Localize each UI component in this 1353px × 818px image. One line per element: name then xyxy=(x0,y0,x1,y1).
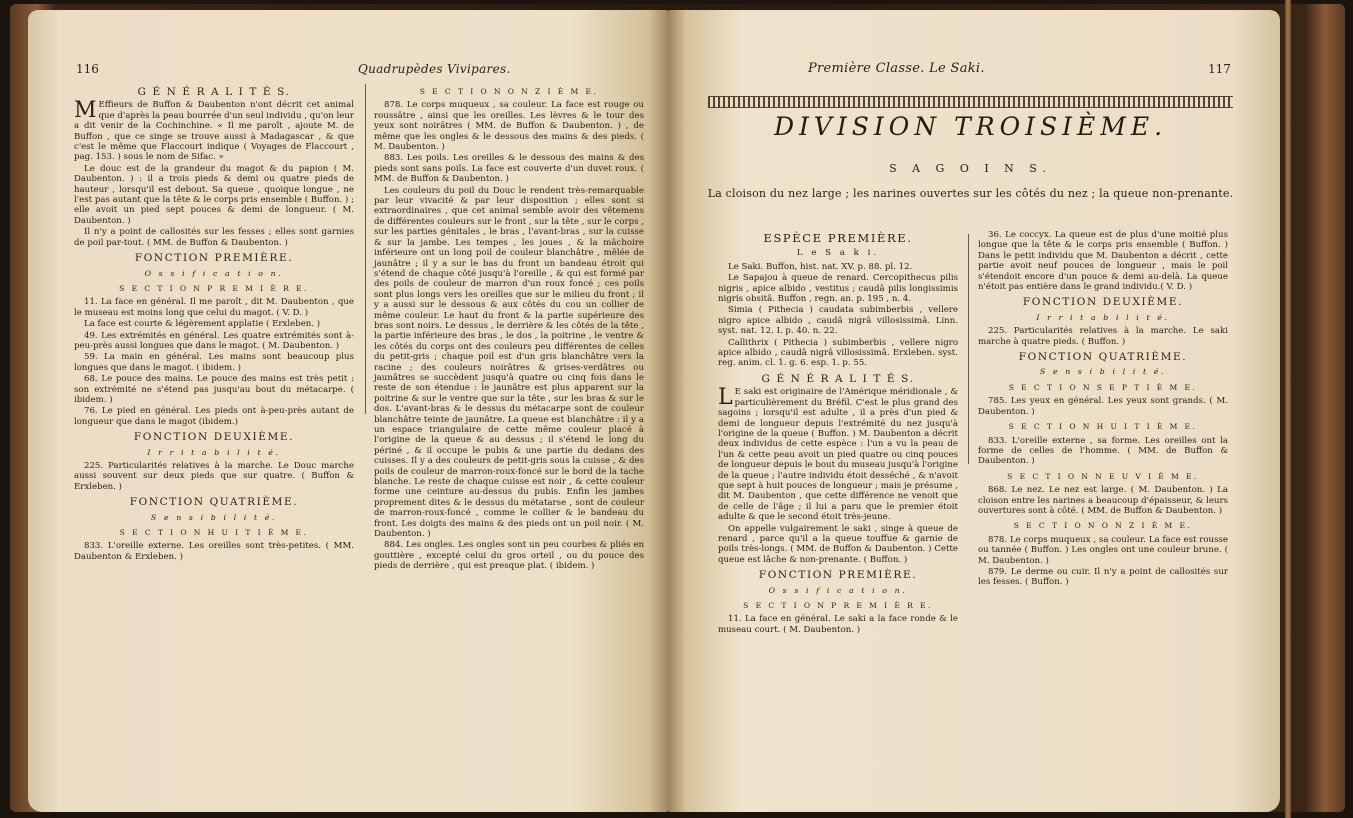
paragraph: 884. Les ongles. Les ongles sont un peu courbes & pliés en gouttière , excepté celui du gros orteil , ou du pouce des pieds de derrière , qui est presque plat. ( ibidem. ) xyxy=(374,540,644,572)
paragraph: 868. Le nez. Le nez est large. ( M. Daubenton. ) La cloison entre les narines a beaucoup d'épaisseur, & leurs ouvertures sont à côté. ( MM. de Buffon & Daubenton. ) xyxy=(978,485,1228,516)
species-heading: L e S a k i. xyxy=(796,248,880,259)
subheading: O s s i f i c a t i o n. xyxy=(144,268,284,278)
espece-heading: ESPÈCE PREMIÈRE. xyxy=(763,231,913,245)
paragraph: 59. La main en général. Les mains sont beaucoup plus longues que dans le magot. ( ibidem. ) xyxy=(74,352,354,373)
paragraph: 879. Le derme ou cuir. Il n'y a point de callosités sur les fesses. ( Buffon. ) xyxy=(978,566,1228,588)
paragraph: E saki est originaire de l'Amérique méridionale , & particulièrement du Bréfil. C'est le plus grand des sagoins ; lorsqu'il est adulte , il a près d'un pied & demi de longueur depuis l'extrémité du nez jusqu'à l'origine de la queue ( Buffon. ) M. Daubenton a décrit deux individus de cette espèce : l'un a vu la peau de l'un & cette peau avoit un pied quatre ou cinq pouces de longueur depuis le bout du museau jusqu'à l'origine de la queue ; l'autre individu étoit desséché , & n'avoit que sept à huit pouces de longueur ; mais je présume , dit M. Daubenton , que cette différence ne venoit que de celle de l'âge ; il lui a paru que le premier étoit adulte & que le second étoit très-jeune. xyxy=(718,387,958,523)
subheading: S e n s i b i l i t é. xyxy=(150,512,278,522)
paragraph: 833. L'oreille externe , sa forme. Les oreilles ont la forme de celles de l'homme. ( MM. de Buffon & Daubenton. ) xyxy=(978,435,1228,467)
paragraph: On appelle vulgairement le saki , singe à queue de renard , parce qu'il a la queue touffue & garnie de poils très-longs. ( MM. de Buffon & Daubenton. ) Cette queue est lâche & non-prenante. ( Buffon. ) xyxy=(718,523,958,565)
section-heading: S E C T I O N P R E M I È R E. xyxy=(119,283,309,293)
group-title: S A G O I N S. xyxy=(889,162,1052,175)
right-page xyxy=(668,10,1280,812)
paragraph: La face est courte & légèrement applatie ( Erxleben. ) xyxy=(84,319,321,330)
fonction-heading: FONCTION QUATRIÈME. xyxy=(129,496,299,509)
paragraph: Le Saki. Buffon, hist. nat. XV. p. 88. pl. 12. xyxy=(728,261,913,272)
section-heading: S E C T I O N O N Z I È M E. xyxy=(1013,521,1193,531)
section-heading: S E C T I O N H U I T I È M E. xyxy=(119,528,309,538)
paragraph: 11. La face en général. Il me paroît , dit M. Daubenton , que le museau est moins long que celui du magot. ( V. D. ) xyxy=(74,297,354,318)
fonction-heading: FONCTION DEUXIÈME. xyxy=(133,431,295,444)
division-subtitle: La cloison du nez large ; les narines ouvertes sur les côtés du nez ; la queue non-prenante. xyxy=(707,187,1234,200)
paragraph: 785. Les yeux en général. Les yeux sont grands. ( M. Daubenton. ) xyxy=(978,396,1228,417)
fonction-heading: FONCTION DEUXIÈME. xyxy=(1022,296,1184,309)
section-heading: S E C T I O N S E P T I È M E. xyxy=(1008,382,1198,392)
paragraph: Effieurs de Buffon & Daubenton n'ont décrit cet animal que d'après la peau bourrée d'un seul individu , qu'on leur a dit venir de la Cochinchine. « Il me paroît , ajoute M. de Buffon , que ce singe se trouve aussi à Madagascar , & que c'est le même que Flaccourt indique ( Voyages de Flaccourt , pag. 153. ) sous le nom de Sifac. » xyxy=(74,100,354,163)
paragraph: 49. Les extrémités en général. Les quatre extrémités sont à-peu-près aussi longues que dans le magot. ( M. Daubenton. ) xyxy=(74,330,354,351)
paragraph: Le Sapajou à queue de renard. Cercopithecus pilis nigris , apice albido , vestitus ; caudâ pilis longissimis nigris obsitâ. Buffon , regn. an. p. 195 , n. 4. xyxy=(718,273,958,305)
page-number: 117 xyxy=(1208,62,1231,76)
section-heading: G É N É R A L I T É S. xyxy=(137,86,291,98)
paragraph: 36. Le coccyx. La queue est de plus d'une moitié plus longue que la tête & le corps pris ensemble ( Buffon. ) Dans le petit individu que M. Daubenton a décrit , cette partie avoit neuf pouces de longueur , mais le poil s'étendoit encore d'un pouce & demi au-delà. La queue n'étoit pas entière dans le grand individu.( V. D. ) xyxy=(978,230,1228,293)
drop-cap: L xyxy=(718,385,733,411)
section-heading: G É N É R A L I T É S. xyxy=(761,372,915,385)
paragraph: 878. Le corps muqueux , sa couleur. La face est rouge ou roussâtre , ainsi que les oreilles. Les lèvres & le tour des yeux sont noirâtres ( MM. de Buffon & Daubenton. ) , de même que les ongles & le dessous des mains & des pieds. ( M. Daubenton. ) xyxy=(374,100,644,153)
page-number: 116 xyxy=(76,62,99,76)
paragraph: 68. Le pouce des mains. Le pouce des mains est très petit : son extrémité ne s'étend pas jusqu'au bout du métacarpe. ( ibidem. ) xyxy=(74,374,354,405)
running-head: Première Classe. Le Saki. xyxy=(808,61,985,76)
section-heading: S E C T I O N N E U V I È M E. xyxy=(1007,471,1199,481)
fonction-heading: FONCTION QUATRIÈME. xyxy=(1018,351,1188,364)
paragraph: 225. Particularités relatives à la marche. Le saki marche à quatre pieds. ( Buffon. ) xyxy=(978,326,1228,347)
paragraph: 833. L'oreille externe. Les oreilles sont très-petites. ( MM. Daubenton & Erxleben. ) xyxy=(74,541,354,562)
section-heading: S E C T I O N P R E M I È R E. xyxy=(743,601,933,610)
subheading: I r r i t a b i l i t é. xyxy=(1036,312,1170,322)
paragraph: Il n'y a point de callosités sur les fesses ; elles sont garnies de poil par-tout. ( MM. de Buffon & Daubenton. ) xyxy=(74,227,354,248)
paragraph: 883. Les poils. Les oreilles & le dessous des mains & des pieds sont sans poils. La face est couverte d'un duvet roux. ( MM. de Buffon & Daubenton. ) xyxy=(374,153,644,185)
paragraph: 225. Particularités relatives à la marche. Le Douc marche aussi souvent sur deux pieds que sur quatre. ( Buffon & Erxleben. ) xyxy=(74,461,354,492)
section-heading: S E C T I O N O N Z I È M E. xyxy=(419,87,599,96)
drop-cap: M xyxy=(74,98,97,124)
right-column-1 xyxy=(718,228,958,636)
running-head: Quadrupèdes Vivipares. xyxy=(358,62,511,76)
subheading: S e n s i b i l i t é. xyxy=(1039,367,1167,377)
subheading: I r r i t a b i l i t é. xyxy=(147,447,281,457)
right-column-2 xyxy=(978,230,1228,589)
book-edge xyxy=(1285,0,1291,818)
paragraph: 76. Le pied en général. Les pieds ont à-peu-près autant de longueur que dans le magot (ibidem.) xyxy=(74,406,354,427)
paragraph: Les couleurs du poil du Douc le rendent très-remarquable par leur vivacité & par leur disposition ; elles sont si extraordinaires , que cet animal semble avoir des vêtemens de différentes couleurs sur le front , sur la tête , sur le corps , sur les parties génitales , le bras , l'avant-bras , sur la cuisse & sur la jambe. Les tempes , les joues , & la mâchoire inférieure ont un long poil de couleur blanchâtre , mêlée de jaunâtre ; il y a sur le bas du front un bandeau étroit qui s'étend de chaque côté jusqu'à l'oreille , & qui est formé par des poils de couleur de marron d'un roux foncé ; ces poils sont plus longs vers les oreilles que sur le milieu du front ; il y a aussi sur le dessous & aux côtés du cou un collier de même couleur. Le haut du front & la partie supérieure des bras sont noirs. Le dessus , le derrière & les côtés de la tête , la partie inférieure des bras , le dos , la poitrine , le ventre & les côtés du corps ont des couleurs peu différentes de celles du petit-gris ; chaque poil est d'un gris blanchâtre vers la racine ; des couleurs noirâtres & grises-verdâtres ou jaunâtres se succèdent jusqu'à quatre ou cinq fois dans le reste de son étendue : le jaunâtre est plus apparent sur la poitrine & sur le ventre que sur la tête , sur les bras & sur le dos. L'avant-bras & le dessus du métacarpe sont de couleur blanchâtre teinte de jaunâtre. La queue est blanchâtre : il y a un espace triangulaire de cette même couleur placé à l'origine de la queue & au dessus ; il s'étend le long du périné , & il occupe le pubis & une partie du dedans des cuisses. Il y a des couleurs de petit-gris sous la cuisse , & des poils de couleur de marron-roux-foncé sur le bord de la tache blanche. Le reste de chaque cuisse est noir , & cette couleur forme une ceinture au-dessus du pubis. Enfin les jambes proprement dites & le dessus du métatarse , sont de couleur de marron-roux-foncé , comme le collier & le bandeau du front. Les doigts des mains & des pieds ont un poil noir. ( M. Daubenton. ) xyxy=(374,185,644,540)
paragraph: 11. La face en général. Le saki a la face ronde & le museau court. ( M. Daubenton. ) xyxy=(718,614,958,635)
column-rule xyxy=(968,234,969,464)
paragraph: 878. Le corps muqueux , sa couleur. La face est rousse ou tannée ( Buffon. ) Les ongles ont une couleur brune. ( M. Daubenton. ) xyxy=(978,534,1228,566)
paragraph: Le douc est de la grandeur du magot & du papion ( M. Daubenton. ) : il a trois pieds & demi ou quatre pieds de hauteur , lorsqu'il est debout. Sa queue , quoique longue , ne l'est pas autant que la tête & le corps pris ensemble ( Buffon. ) ; elle avoit un pied sept pouces & demi de longueur. ( M. Daubenton. ) xyxy=(74,163,354,226)
left-page xyxy=(28,10,668,812)
column-rule xyxy=(365,84,366,414)
ornament-band xyxy=(708,96,1233,108)
section-heading: S E C T I O N H U I T I È M E. xyxy=(1008,422,1198,432)
paragraph: Callithrix ( Pithecia ) subimberbis , vellere nigro apice albido , caudâ nigrâ villosissimâ. Erxleben. syst. reg. anim. cl. 1. g. 6. esp. 1. p. 55. xyxy=(718,337,958,369)
subheading: O s s i f i c a t i o n. xyxy=(768,585,908,595)
division-title: DIVISION TROISIÈME. xyxy=(773,112,1168,141)
paragraph: Simia ( Pithecia ) caudata subimberbis , vellere nigro apice albido , caudâ nigrâ villosissimâ. Linn. syst. nat. 12. I. p. 40. n. 22. xyxy=(718,305,958,337)
fonction-heading: FONCTION PREMIÈRE. xyxy=(134,252,294,265)
fonction-heading: FONCTION PREMIÈRE. xyxy=(758,569,918,582)
left-column-2 xyxy=(374,82,644,573)
left-column-1 xyxy=(74,82,354,563)
